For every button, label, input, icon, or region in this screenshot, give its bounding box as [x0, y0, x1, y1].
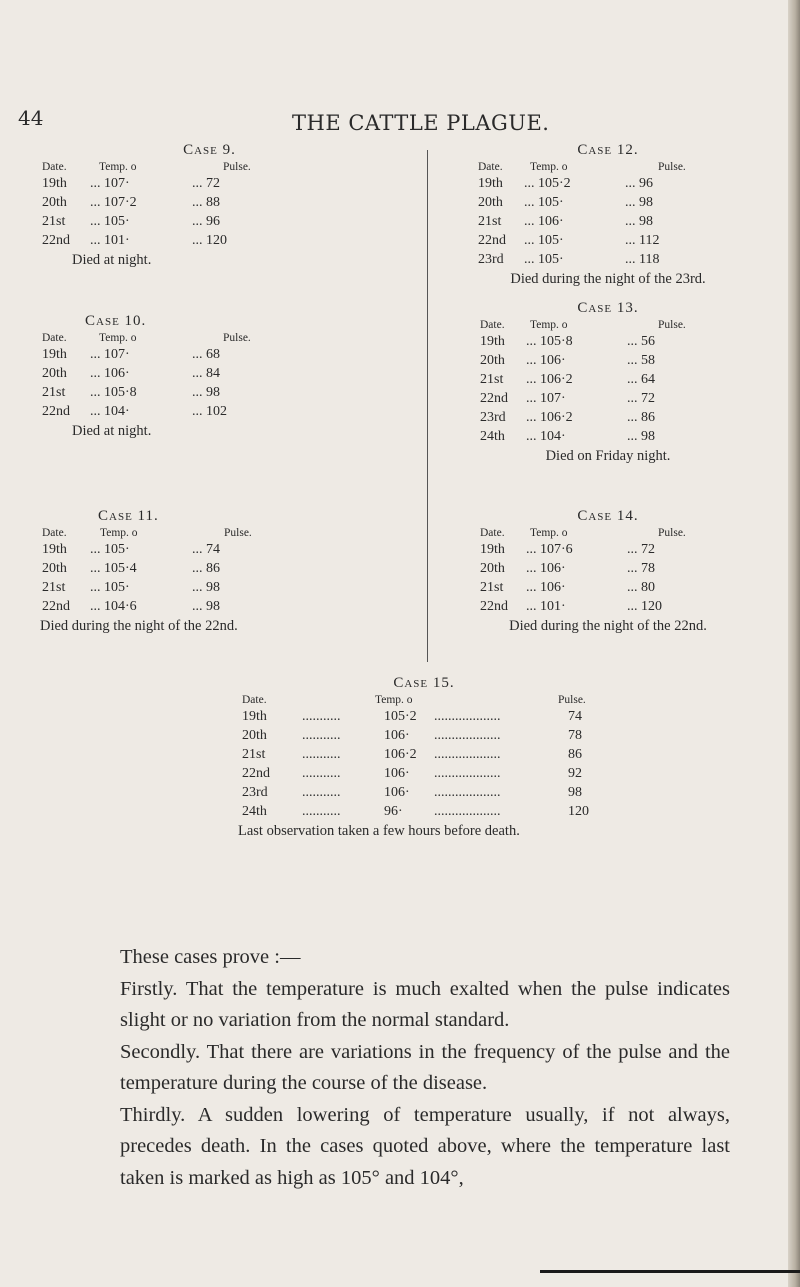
header-temp: Temp. o	[375, 694, 413, 706]
case-title: Case 12.	[577, 142, 639, 158]
header-pulse: Pulse.	[658, 319, 686, 331]
cell-date: 23rd	[480, 410, 506, 425]
header-pulse: Pulse.	[223, 161, 251, 173]
dot-leader: ...................	[434, 709, 501, 724]
cell-temp: ... 104·6	[90, 599, 137, 614]
cell-pulse: ... 86	[192, 561, 220, 576]
table-header	[42, 330, 377, 347]
cell-pulse: ... 102	[192, 404, 227, 419]
table-row	[42, 176, 377, 195]
case-12-table	[438, 142, 778, 288]
cell-temp: ... 107·	[526, 391, 566, 406]
cell-temp: ... 105·	[90, 580, 130, 595]
cell-pulse: ... 98	[192, 580, 220, 595]
cell-temp: ... 105·8	[90, 385, 137, 400]
case-15-table	[238, 675, 610, 840]
cell-pulse: 92	[568, 766, 582, 781]
cell-pulse: 78	[568, 728, 582, 743]
table-row	[438, 176, 778, 195]
table-row	[40, 580, 400, 599]
cell-temp: ... 105·	[90, 542, 130, 557]
cell-pulse: ... 72	[192, 176, 220, 191]
case-title: Case 11.	[98, 508, 159, 524]
dot-leader: ...........	[302, 766, 341, 781]
cell-pulse: ... 112	[625, 233, 660, 248]
dot-leader: ...................	[434, 747, 501, 762]
header-date: Date.	[478, 161, 503, 173]
header-temp: Temp. o	[530, 319, 568, 331]
cell-date: 19th	[480, 334, 505, 349]
case-note: Died during the night of the 23rd.	[510, 271, 706, 287]
cell-temp: ... 105·	[90, 214, 130, 229]
cell-temp: 106·	[384, 785, 410, 800]
table-row	[438, 214, 778, 233]
header-pulse: Pulse.	[658, 527, 686, 539]
cell-date: 22nd	[480, 599, 508, 614]
cell-temp: ... 106·2	[526, 372, 573, 387]
table-row	[438, 252, 778, 271]
table-header	[438, 525, 778, 542]
cell-pulse: ... 98	[192, 385, 220, 400]
dot-leader: ...................	[434, 804, 501, 819]
table-row	[42, 214, 377, 233]
cell-temp: 105·2	[384, 709, 417, 724]
cell-date: 19th	[42, 542, 67, 557]
dot-leader: ...........	[302, 785, 341, 800]
cell-pulse: ... 88	[192, 195, 220, 210]
column-divider	[427, 150, 428, 662]
cell-pulse: ... 64	[627, 372, 655, 387]
case-10-table	[42, 313, 377, 440]
table-row	[238, 747, 610, 766]
table-row	[438, 599, 778, 618]
cell-temp: ... 107·6	[526, 542, 573, 557]
cell-date: 19th	[42, 347, 67, 362]
table-row	[438, 561, 778, 580]
cell-pulse: ... 72	[627, 391, 655, 406]
cell-pulse: ... 68	[192, 347, 220, 362]
header-temp: Temp. o	[530, 527, 568, 539]
header-temp: Temp. o	[99, 332, 137, 344]
cell-date: 21st	[242, 747, 266, 762]
cell-temp: ... 106·	[526, 561, 566, 576]
table-row	[40, 599, 400, 618]
table-row	[438, 542, 778, 561]
cell-date: 19th	[42, 176, 67, 191]
cell-temp: ... 106·	[526, 580, 566, 595]
cell-pulse: ... 120	[192, 233, 227, 248]
paragraph: These cases prove :—	[120, 946, 301, 968]
cell-date: 22nd	[42, 404, 70, 419]
cell-temp: ... 105·2	[524, 176, 571, 191]
case-note: Died during the night of the 22nd.	[40, 618, 238, 634]
bottom-rule	[540, 1270, 800, 1273]
cell-pulse: ... 58	[627, 353, 655, 368]
cell-temp: 106·2	[384, 747, 417, 762]
cell-date: 22nd	[42, 233, 70, 248]
table-row	[42, 366, 377, 385]
header-pulse: Pulse.	[224, 527, 252, 539]
cell-pulse: ... 72	[627, 542, 655, 557]
header-date: Date.	[42, 527, 67, 539]
cell-date: 20th	[478, 195, 503, 210]
body-text	[120, 942, 730, 1194]
page-edge-shadow	[788, 0, 800, 1287]
table-row	[438, 334, 778, 353]
cell-pulse: ... 96	[192, 214, 220, 229]
table-row	[438, 580, 778, 599]
table-row	[438, 233, 778, 252]
header-date: Date.	[42, 332, 67, 344]
cell-temp: ... 105·	[524, 195, 564, 210]
cell-date: 24th	[242, 804, 267, 819]
dot-leader: ...........	[302, 728, 341, 743]
cell-pulse: 120	[568, 804, 589, 819]
cell-pulse: ... 98	[625, 195, 653, 210]
cell-pulse: ... 98	[627, 429, 655, 444]
cell-temp: ... 105·8	[526, 334, 573, 349]
table-row	[238, 728, 610, 747]
cell-date: 20th	[42, 195, 67, 210]
cell-temp: ... 104·	[90, 404, 130, 419]
case-title: Case 13.	[577, 300, 639, 316]
cell-temp: ... 106·2	[526, 410, 573, 425]
cell-pulse: ... 84	[192, 366, 220, 381]
cell-temp: 106·	[384, 766, 410, 781]
cell-pulse: ... 80	[627, 580, 655, 595]
table-row	[438, 372, 778, 391]
dot-leader: ...........	[302, 804, 341, 819]
cell-temp: ... 107·	[90, 347, 130, 362]
case-note: Died on Friday night.	[545, 448, 671, 464]
cell-pulse: ... 78	[627, 561, 655, 576]
cell-date: 20th	[242, 728, 267, 743]
header-date: Date.	[42, 161, 67, 173]
cell-date: 22nd	[480, 391, 508, 406]
cell-pulse: ... 56	[627, 334, 655, 349]
cell-temp: ... 107·2	[90, 195, 137, 210]
table-row	[238, 785, 610, 804]
cell-temp: ... 105·	[524, 252, 564, 267]
dot-leader: ...................	[434, 766, 501, 781]
case-title: Case 15.	[393, 675, 455, 691]
case-title: Case 14.	[577, 508, 639, 524]
cell-pulse: 98	[568, 785, 582, 800]
cell-date: 19th	[478, 176, 503, 191]
cell-date: 22nd	[42, 599, 70, 614]
page-number: 44	[18, 106, 44, 130]
table-header	[238, 692, 610, 709]
cell-temp: ... 107·	[90, 176, 130, 191]
case-14-table	[438, 508, 778, 635]
cell-date: 22nd	[478, 233, 506, 248]
table-row	[42, 347, 377, 366]
case-title: Case 9.	[183, 142, 236, 158]
case-note: Died at night.	[72, 252, 152, 268]
cell-date: 20th	[480, 353, 505, 368]
cell-temp: ... 101·	[526, 599, 566, 614]
table-row	[238, 709, 610, 728]
cell-date: 20th	[42, 561, 67, 576]
case-11-table	[40, 508, 400, 635]
cell-pulse: ... 74	[192, 542, 220, 557]
cell-temp: ... 104·	[526, 429, 566, 444]
cell-pulse: ... 118	[625, 252, 660, 267]
cell-date: 21st	[42, 214, 66, 229]
cell-date: 19th	[242, 709, 267, 724]
case-13-table	[438, 300, 778, 465]
cell-date: 21st	[480, 372, 504, 387]
header-temp: Temp. o	[99, 161, 137, 173]
cell-pulse: ... 98	[192, 599, 220, 614]
case-note: Died at night.	[72, 423, 152, 439]
dot-leader: ...........	[302, 747, 341, 762]
cell-temp: 106·	[384, 728, 410, 743]
paragraph: Firstly. That the temperature is much exalted when the pulse indicates slight or no variation from the normal standard.	[120, 977, 730, 1031]
cell-date: 21st	[480, 580, 504, 595]
header-pulse: Pulse.	[223, 332, 251, 344]
header-date: Date.	[480, 527, 505, 539]
cell-date: 23rd	[478, 252, 504, 267]
table-header	[438, 159, 778, 176]
cell-date: 21st	[42, 385, 66, 400]
cell-temp: ... 106·	[90, 366, 130, 381]
table-row	[438, 391, 778, 410]
cell-date: 24th	[480, 429, 505, 444]
cell-date: 23rd	[242, 785, 268, 800]
paragraph: Thirdly. A sudden lowering of temperature usually, if not always, precedes death. In the cases quoted above, where the temperature last taken is marked as high as 105° and 104°,	[120, 1103, 730, 1189]
case-note: Last observation taken a few hours before death.	[238, 823, 520, 839]
table-row	[438, 429, 778, 448]
header-temp: Temp. o	[530, 161, 568, 173]
running-head: THE CATTLE PLAGUE.	[292, 111, 550, 135]
cell-temp: 96·	[384, 804, 403, 819]
cell-date: 22nd	[242, 766, 270, 781]
header-pulse: Pulse.	[658, 161, 686, 173]
cell-date: 20th	[480, 561, 505, 576]
dot-leader: ...................	[434, 728, 501, 743]
table-row	[438, 410, 778, 429]
dot-leader: ...................	[434, 785, 501, 800]
cell-pulse: ... 98	[625, 214, 653, 229]
table-row	[42, 385, 377, 404]
cell-pulse: 86	[568, 747, 582, 762]
cell-temp: ... 101·	[90, 233, 130, 248]
case-title: Case 10.	[85, 313, 147, 329]
header-pulse: Pulse.	[558, 694, 586, 706]
cell-pulse: ... 96	[625, 176, 653, 191]
table-row	[40, 542, 400, 561]
paragraph: Secondly. That there are variations in the frequency of the pulse and the temperature during the course of the disease.	[120, 1040, 730, 1094]
table-row	[438, 195, 778, 214]
dot-leader: ...........	[302, 709, 341, 724]
cell-date: 20th	[42, 366, 67, 381]
cell-temp: ... 106·	[526, 353, 566, 368]
table-row	[438, 353, 778, 372]
header-date: Date.	[242, 694, 267, 706]
table-row	[238, 804, 610, 823]
table-row	[42, 233, 377, 252]
cell-date: 21st	[478, 214, 502, 229]
cell-date: 21st	[42, 580, 66, 595]
cell-date: 19th	[480, 542, 505, 557]
cell-temp: ... 105·	[524, 233, 564, 248]
cell-temp: ... 105·4	[90, 561, 137, 576]
table-header	[438, 317, 778, 334]
table-row	[238, 766, 610, 785]
cell-pulse: ... 120	[627, 599, 662, 614]
cell-temp: ... 106·	[524, 214, 564, 229]
table-header	[42, 159, 377, 176]
case-note: Died during the night of the 22nd.	[509, 618, 707, 634]
header-date: Date.	[480, 319, 505, 331]
case-9-table	[42, 142, 377, 269]
cell-pulse: ... 86	[627, 410, 655, 425]
table-row	[42, 404, 377, 423]
cell-pulse: 74	[568, 709, 582, 724]
table-row	[40, 561, 400, 580]
header-temp: Temp. o	[100, 527, 138, 539]
table-header	[40, 525, 400, 542]
table-row	[42, 195, 377, 214]
